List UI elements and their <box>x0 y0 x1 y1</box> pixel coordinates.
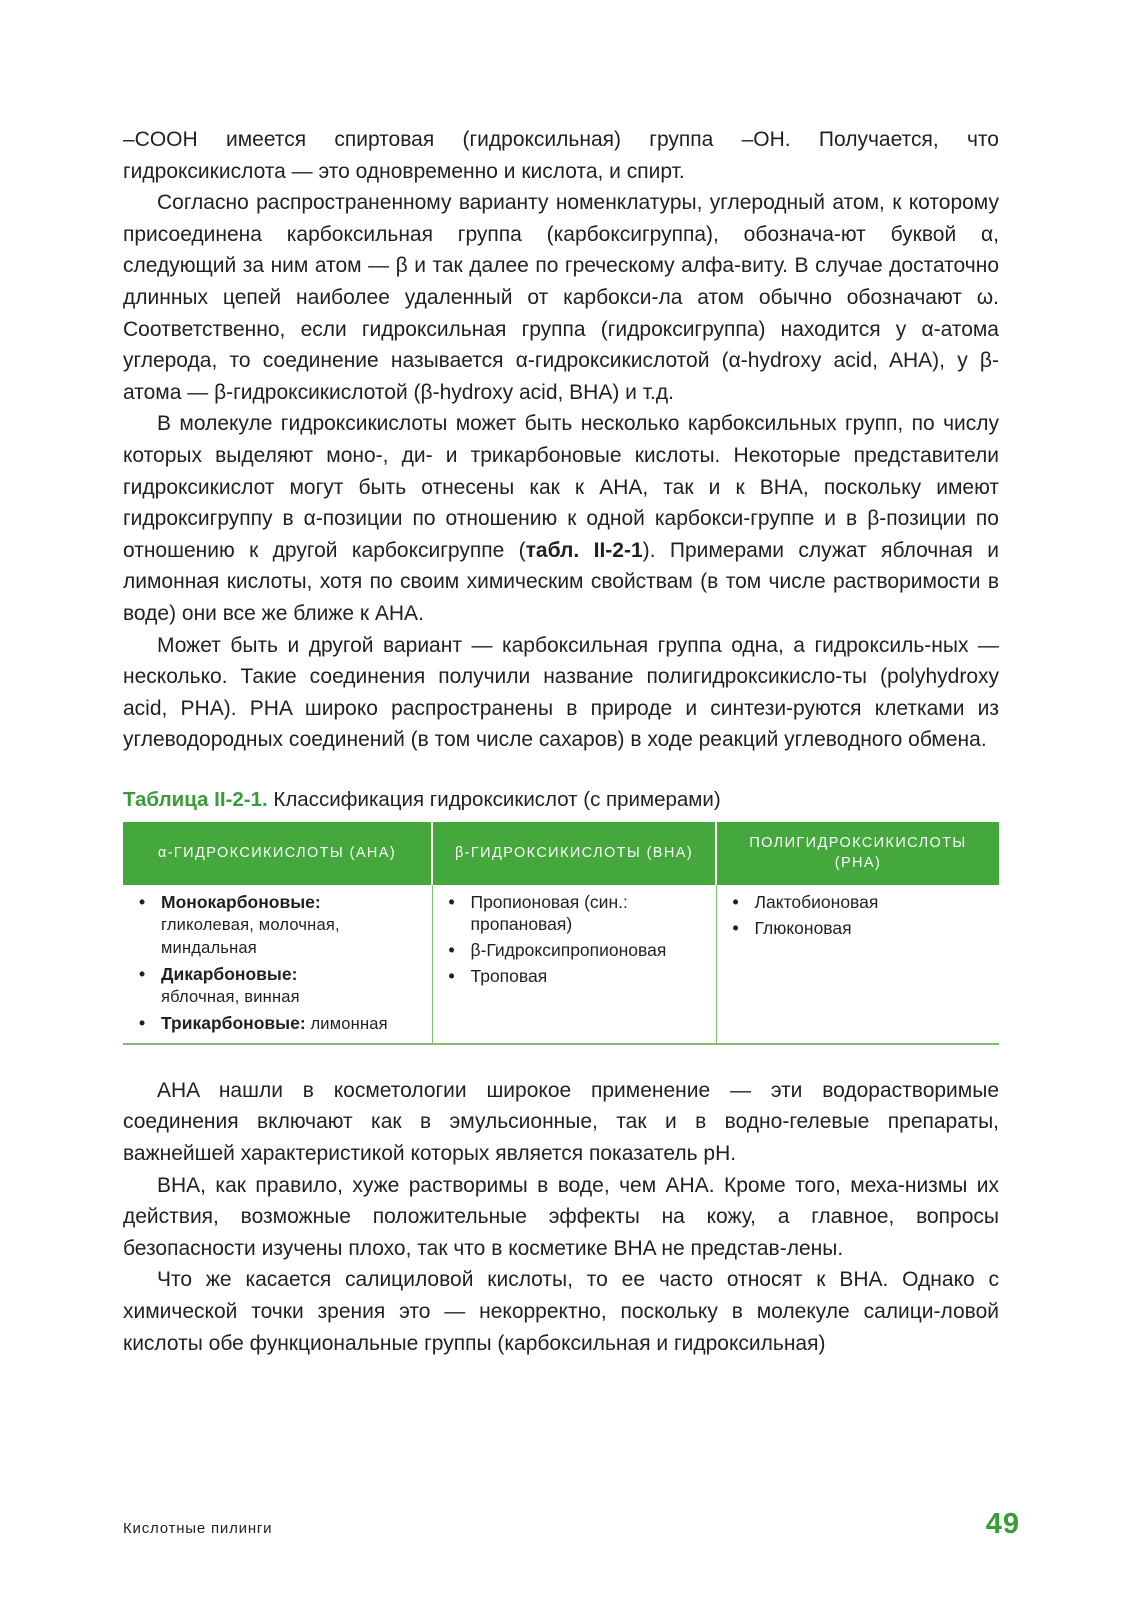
table-reference: табл. II-2-1 <box>525 538 643 562</box>
table-row <box>123 885 999 1044</box>
pha-list <box>729 891 992 939</box>
paragraph-3-text: В молекуле гидроксикислоты может быть несколько карбоксильных групп, по числу которых выделяют моно-, ди- и трикарбоновые кислоты. Некоторые представители гидроксикислот могут быть отнесены как к AHA, так и к BHA, поскольку имеют гидроксигруппу в α-позиции по отношению к одной карбокси-группе и в β-позиции по отношению к другой карбоксигруппе ( <box>123 412 999 562</box>
paragraph-4: Может быть и другой вариант — карбоксильная группа одна, а гидроксиль-ных — несколько. Такие соединения получили название полигидроксикисло-ты (polyhydroxy acid, PHA). PHA широко распространены в природе и синтези-руются клетками из углеводородных соединений (в том числе сахаров) в ходе реакций углеводного обмена. <box>123 633 999 752</box>
table-caption-text: Классификация гидроксикислот (с примерами) <box>267 787 721 811</box>
group-label: Монокарбоновые: <box>161 891 321 912</box>
group-label: Дикарбоновые: <box>161 963 298 984</box>
list-item: • Лактобионовая <box>729 891 992 913</box>
group-label: Трикарбоновые: <box>161 1012 306 1033</box>
header-pha: ПОЛИГИДРОКСИКИСЛОТЫ (PHA) <box>716 822 999 885</box>
table-caption <box>123 786 999 814</box>
cell-bha <box>432 885 716 1044</box>
list-item <box>135 1012 424 1035</box>
list-item: • Пропионовая (син.: пропановая) <box>445 891 708 935</box>
cell-aha <box>123 885 432 1044</box>
header-aha: α-ГИДРОКСИКИСЛОТЫ (AHA) <box>123 822 432 885</box>
group-examples: яблочная, винная <box>161 987 300 1006</box>
paragraph-3-rest: ). Примерами служат яблочная и лимонная кислоты, хотя по своим химическим свойствам (в том числе растворимости в воде) они все же ближе к AHA. <box>123 538 1000 625</box>
bha-list <box>445 891 708 987</box>
list-item: • β-Гидроксипропионовая <box>445 939 708 961</box>
classification-table <box>123 822 999 1045</box>
list-item <box>135 963 424 1008</box>
page-number: 49 <box>985 1508 1020 1540</box>
paragraph-6: BHA, как правило, хуже растворимы в воде, чем AHA. Кроме того, меха-низмы их действия, возможные положительные эффекты на кожу, а главное, вопросы безопасности изучены плохо, так что в косметике BHA не представ-лены. <box>123 1173 999 1260</box>
aha-list <box>135 891 424 1035</box>
paragraph-2: Согласно распространенному варианту номенклатуры, углеродный атом, к которому присоединена карбоксильная группа (карбоксигруппа), обознача-ют буквой α, следующий за ним атом — β и так далее по греческому алфа-виту. В случае достаточно длинных цепей наиболее удаленный от карбокси-ла атом обычно обозначают ω. Соответственно, если гидроксильная группа (гидроксигруппа) находится у α-атома углерода, то соединение называется α-гидроксикислотой (α-hydroxy acid, AHA), у β-атома — β-гидроксикислотой (β-hydroxy acid, BHA) и т.д. <box>123 191 999 404</box>
paragraph-1: –COOH имеется спиртовая (гидроксильная) группа –OH. Получается, что гидроксикислота — это одновременно и кислота, и спирт. <box>123 128 999 183</box>
list-item <box>135 891 424 959</box>
list-item: • Троповая <box>445 965 708 987</box>
paragraph-3 <box>123 408 999 629</box>
list-item: • Глюконовая <box>729 917 992 939</box>
group-examples: гликолевая, молочная, миндальная <box>161 915 340 957</box>
group-examples: лимонная <box>305 1014 388 1033</box>
header-bha: β-ГИДРОКСИКИСЛОТЫ (BHA) <box>432 822 716 885</box>
table-caption-label: Таблица II-2-1. <box>123 787 268 811</box>
paragraph-5: AHA нашли в косметологии широкое применение — эти водорастворимые соединения включают как в эмульсионные, так и в водно-гелевые препараты, важнейшей характеристикой которых является показатель pH. <box>123 1078 999 1166</box>
cell-pha <box>716 885 999 1044</box>
table-header-row <box>123 822 999 885</box>
paragraph-7: Что же касается салициловой кислоты, то ее часто относят к BHA. Однако с химической точки зрения это — некорректно, поскольку в молекуле салици-ловой кислоты обе функциональные группы (карбоксильная и гидроксильная) <box>123 1268 999 1355</box>
running-footer-title: Кислотные пилинги <box>123 1520 273 1537</box>
page-content <box>123 124 999 1359</box>
